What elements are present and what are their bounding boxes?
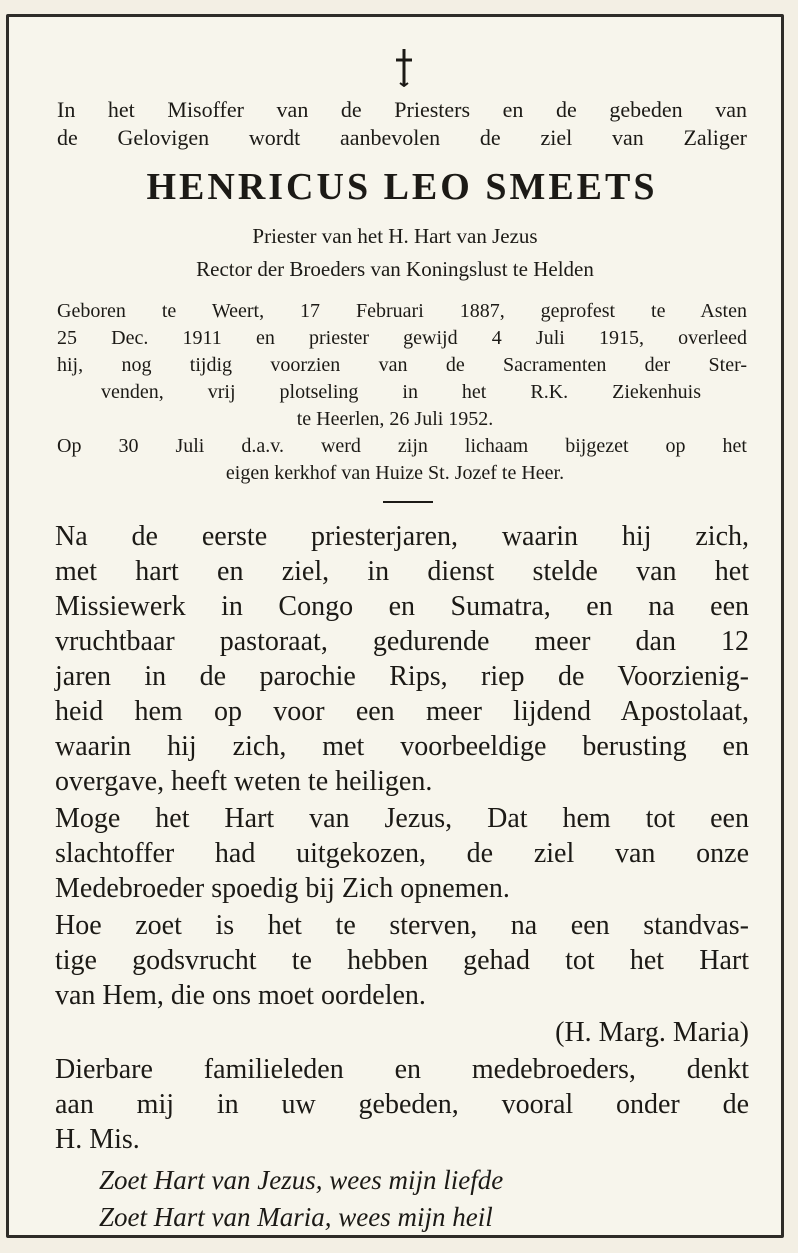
intro-line-2: de Gelovigen wordt aanbevolen de ziel van Zaliger bbox=[57, 125, 747, 150]
bio-line-5: te Heerlen, 26 Juli 1952. bbox=[296, 408, 494, 430]
memorial-card bbox=[6, 14, 784, 1238]
body-line-9: Moge het Hart van Jezus, Dat hem tot een bbox=[55, 803, 749, 834]
bio-line-1: Geboren te Weert, 17 Februari 1887, geprofest te Asten bbox=[57, 300, 747, 322]
body-line-4: vruchtbaar pastoraat, gedurende meer dan 12 bbox=[55, 626, 749, 657]
cross-icon bbox=[393, 47, 415, 87]
body-line-17: H. Mis. bbox=[55, 1124, 140, 1155]
prayer-line-2: Zoet Hart van Maria, wees mijn heil bbox=[99, 1202, 493, 1232]
bio-line-4: venden, vrij plotseling in het R.K. Ziekenhuis bbox=[101, 381, 701, 403]
body-line-11: Medebroeder spoedig bij Zich opnemen. bbox=[55, 873, 510, 904]
divider bbox=[383, 501, 433, 503]
subtitle-line-1: Priester van het H. Hart van Jezus bbox=[252, 224, 538, 248]
body-line-14: van Hem, die ons moet oordelen. bbox=[55, 980, 426, 1011]
body-line-6: heid hem op voor een meer lijdend Apostolaat, bbox=[55, 696, 749, 727]
intro-line-1: In het Misoffer van de Priesters en de gebeden van bbox=[57, 97, 747, 122]
body-line-5: jaren in de parochie Rips, riep de Voorzienig- bbox=[55, 661, 749, 692]
body-line-1: Na de eerste priesterjaren, waarin hij zich, bbox=[55, 521, 749, 552]
body-line-2: met hart en ziel, in dienst stelde van het bbox=[55, 556, 749, 587]
bio-line-7: eigen kerkhof van Huize St. Jozef te Heer. bbox=[225, 462, 565, 484]
bio-line-6: Op 30 Juli d.a.v. werd zijn lichaam bijgezet op het bbox=[57, 435, 747, 457]
body-line-3: Missiewerk in Congo en Sumatra, en na een bbox=[55, 591, 749, 622]
bio-line-3: hij, nog tijdig voorzien van de Sacramenten der Ster- bbox=[57, 354, 747, 376]
body-line-15: Dierbare familieleden en medebroeders, denkt bbox=[55, 1054, 749, 1085]
deceased-name: HENRICUS LEO SMEETS bbox=[146, 166, 658, 208]
prayer-line-1: Zoet Hart van Jezus, wees mijn liefde bbox=[99, 1165, 504, 1195]
attribution: (H. Marg. Maria) bbox=[555, 1017, 749, 1048]
body-line-10: slachtoffer had uitgekozen, de ziel van onze bbox=[55, 838, 749, 869]
bio-line-2: 25 Dec. 1911 en priester gewijd 4 Juli 1915, overleed bbox=[57, 327, 747, 349]
body-line-12: Hoe zoet is het te sterven, na een standvas- bbox=[55, 910, 749, 941]
body-line-13: tige godsvrucht te hebben gehad tot het Hart bbox=[55, 945, 749, 976]
body-line-8: overgave, heeft weten te heiligen. bbox=[55, 766, 433, 797]
body-line-16: aan mij in uw gebeden, vooral onder de bbox=[55, 1089, 749, 1120]
subtitle-line-2: Rector der Broeders van Koningslust te Helden bbox=[196, 257, 594, 281]
body-line-7: waarin hij zich, met voorbeeldige berusting en bbox=[55, 731, 749, 762]
